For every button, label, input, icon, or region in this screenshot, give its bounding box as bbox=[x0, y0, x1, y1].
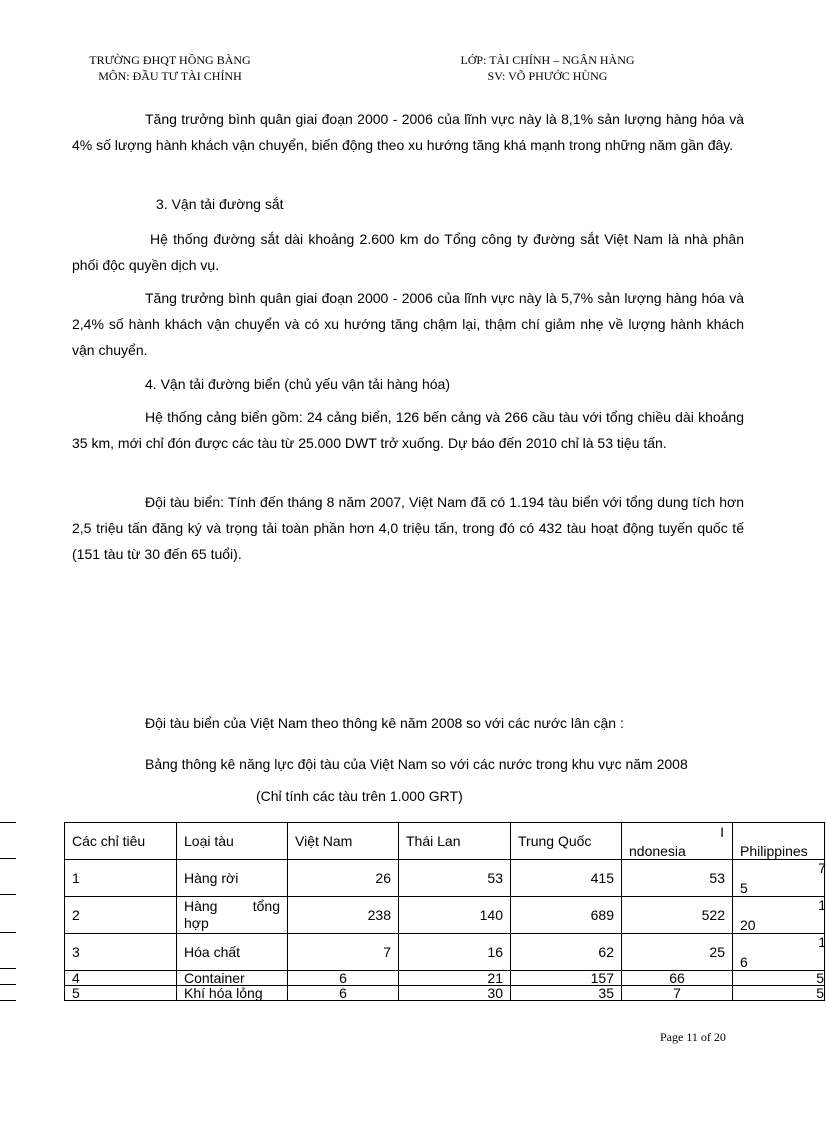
cell-philippines-value: 6 bbox=[740, 954, 748, 970]
cell-indonesia: 66 bbox=[622, 971, 733, 986]
cell-china: 62 bbox=[511, 934, 622, 971]
ship-type-word: tổng bbox=[252, 898, 280, 914]
margin-line bbox=[0, 894, 16, 895]
header-philippines bbox=[733, 823, 825, 860]
fleet-intro: Đội tàu biển của Việt Nam theo thông kê năm 2008 so với các nước lân cận : bbox=[145, 715, 624, 731]
header-indonesia-rest: ndonesia bbox=[629, 843, 686, 859]
row-index: 3 bbox=[65, 934, 177, 971]
paragraph-sea-ports: Hệ thống cảng biển gồm: 24 cảng biển, 126 bến cảng và 266 cầu tàu với tổng chiều dài khoảng 35 km, mới chỉ đón được các tàu từ 25.000 DWT trở xuống. Dự báo đến 2010 chỉ là 53 tiệu tấn. bbox=[72, 409, 744, 451]
header-left bbox=[70, 52, 270, 84]
paragraph-sea-fleet: Đội tàu biển: Tính đến tháng 8 năm 2007, Việt Nam đã có 1.194 tàu biển với tổng dung tích hơn 2,5 triệu tấn đăng ký và trọng tải toàn phần hơn 4,0 triệu tấn, trong đó có 432 tàu hoạt động tuyến quốc tế (151 tàu từ 30 đến 65 tuổi). bbox=[72, 494, 744, 562]
subject-name: MÔN: ĐẦU TƯ TÀI CHÍNH bbox=[98, 69, 242, 83]
header-criteria: Các chỉ tiêu bbox=[65, 823, 177, 860]
cell-philippines bbox=[733, 860, 825, 897]
table-row bbox=[65, 897, 825, 934]
margin-line bbox=[0, 1000, 16, 1001]
row-index: 5 bbox=[65, 986, 177, 1001]
row-index: 4 bbox=[65, 971, 177, 986]
school-name: TRƯỜNG ĐHQT HỒNG BÀNG bbox=[89, 53, 251, 67]
cell-thailand: 140 bbox=[399, 897, 511, 934]
heading-rail-transport: 3. Vận tải đường sắt bbox=[156, 196, 284, 212]
row-index: 1 bbox=[65, 860, 177, 897]
cell-philippines-edge: 1 bbox=[818, 897, 826, 913]
cell-thailand: 16 bbox=[399, 934, 511, 971]
margin-line bbox=[0, 822, 16, 823]
header-china: Trung Quốc bbox=[511, 823, 622, 860]
margin-line bbox=[0, 858, 16, 859]
cell-indonesia: 53 bbox=[622, 860, 733, 897]
cell-indonesia: 522 bbox=[622, 897, 733, 934]
cell-indonesia: 25 bbox=[622, 934, 733, 971]
row-ship-type: Hóa chất bbox=[177, 934, 288, 971]
cell-china: 157 bbox=[511, 971, 622, 986]
paragraph-rail-growth: Tăng trưởng bình quân giai đoạn 2000 - 2006 của lĩnh vực này là 5,7% sản lượng hàng hóa và 2,4% số hành khách vận chuyển và có xu hướng tăng chậm lại, thậm chí giảm nhẹ về lượng hành khách vận chuyển. bbox=[72, 290, 744, 358]
cell-thailand: 53 bbox=[399, 860, 511, 897]
header-philippines-label: Philippines bbox=[740, 843, 808, 859]
row-ship-type bbox=[177, 897, 288, 934]
ship-type-word: Hàng bbox=[184, 898, 218, 914]
student-name: SV: VÕ PHƯỚC HÙNG bbox=[487, 69, 608, 83]
cell-philippines-edge: 1 bbox=[818, 934, 826, 950]
margin-line bbox=[0, 932, 16, 933]
cell-china: 689 bbox=[511, 897, 622, 934]
cell-philippines-value: 20 bbox=[740, 917, 756, 933]
header-indonesia bbox=[622, 823, 733, 860]
cell-china: 35 bbox=[511, 986, 622, 1001]
row-index: 2 bbox=[65, 897, 177, 934]
cell-philippines bbox=[733, 897, 825, 934]
heading-sea-transport: 4. Vận tải đường biển (chủ yếu vận tải hàng hóa) bbox=[145, 376, 450, 392]
cell-thailand: 21 bbox=[399, 971, 511, 986]
cell-philippines: 5 bbox=[733, 986, 825, 1001]
header-indonesia-initial: I bbox=[720, 824, 724, 840]
table-row bbox=[65, 986, 825, 1001]
paragraph-rail-system: Hệ thống đường sắt dài khoảng 2.600 km do Tổng công ty đường sắt Việt Nam là nhà phân phối độc quyền dịch vụ. bbox=[72, 231, 744, 273]
cell-vietnam: 6 bbox=[288, 971, 399, 986]
cell-vietnam: 26 bbox=[288, 860, 399, 897]
cell-thailand: 30 bbox=[399, 986, 511, 1001]
margin-line bbox=[0, 968, 16, 969]
cell-vietnam: 6 bbox=[288, 986, 399, 1001]
fleet-comparison-table bbox=[64, 822, 825, 1001]
cell-indonesia: 7 bbox=[622, 986, 733, 1001]
row-ship-type: Hàng rời bbox=[177, 860, 288, 897]
header-thailand: Thái Lan bbox=[399, 823, 511, 860]
header-right bbox=[425, 52, 670, 84]
page-number: Page 11 of 20 bbox=[660, 1030, 726, 1044]
class-name: LỚP: TÀI CHÍNH – NGÂN HÀNG bbox=[460, 53, 635, 67]
margin-line bbox=[0, 984, 16, 985]
cell-china: 415 bbox=[511, 860, 622, 897]
cell-philippines: 5 bbox=[733, 971, 825, 986]
ship-type-word: hợp bbox=[184, 915, 209, 931]
header-vietnam: Việt Nam bbox=[288, 823, 399, 860]
cell-vietnam: 7 bbox=[288, 934, 399, 971]
paragraph-road-growth: Tăng trưởng bình quân giai đoạn 2000 - 2006 của lĩnh vực này là 8,1% sản lượng hàng hóa và 4% số lượng hành khách vận chuyển, biến động theo xu hướng tăng khá mạnh trong những năm gần đây. bbox=[72, 111, 744, 153]
cell-vietnam: 238 bbox=[288, 897, 399, 934]
table-note: (Chỉ tính các tàu trên 1.000 GRT) bbox=[256, 788, 463, 804]
table-title: Bảng thông kê năng lực đội tàu của Việt Nam so với các nước trong khu vực năm 2008 bbox=[145, 756, 688, 772]
row-ship-type: Container bbox=[177, 971, 288, 986]
cell-philippines bbox=[733, 934, 825, 971]
header-ship-type: Loại tàu bbox=[177, 823, 288, 860]
cell-philippines-edge: 7 bbox=[818, 860, 826, 876]
table-row bbox=[65, 860, 825, 897]
table-header-row bbox=[65, 823, 825, 860]
table-row bbox=[65, 934, 825, 971]
row-ship-type: Khí hóa lỏng bbox=[177, 986, 288, 1001]
table-row bbox=[65, 971, 825, 986]
cell-philippines-value: 5 bbox=[740, 880, 748, 896]
